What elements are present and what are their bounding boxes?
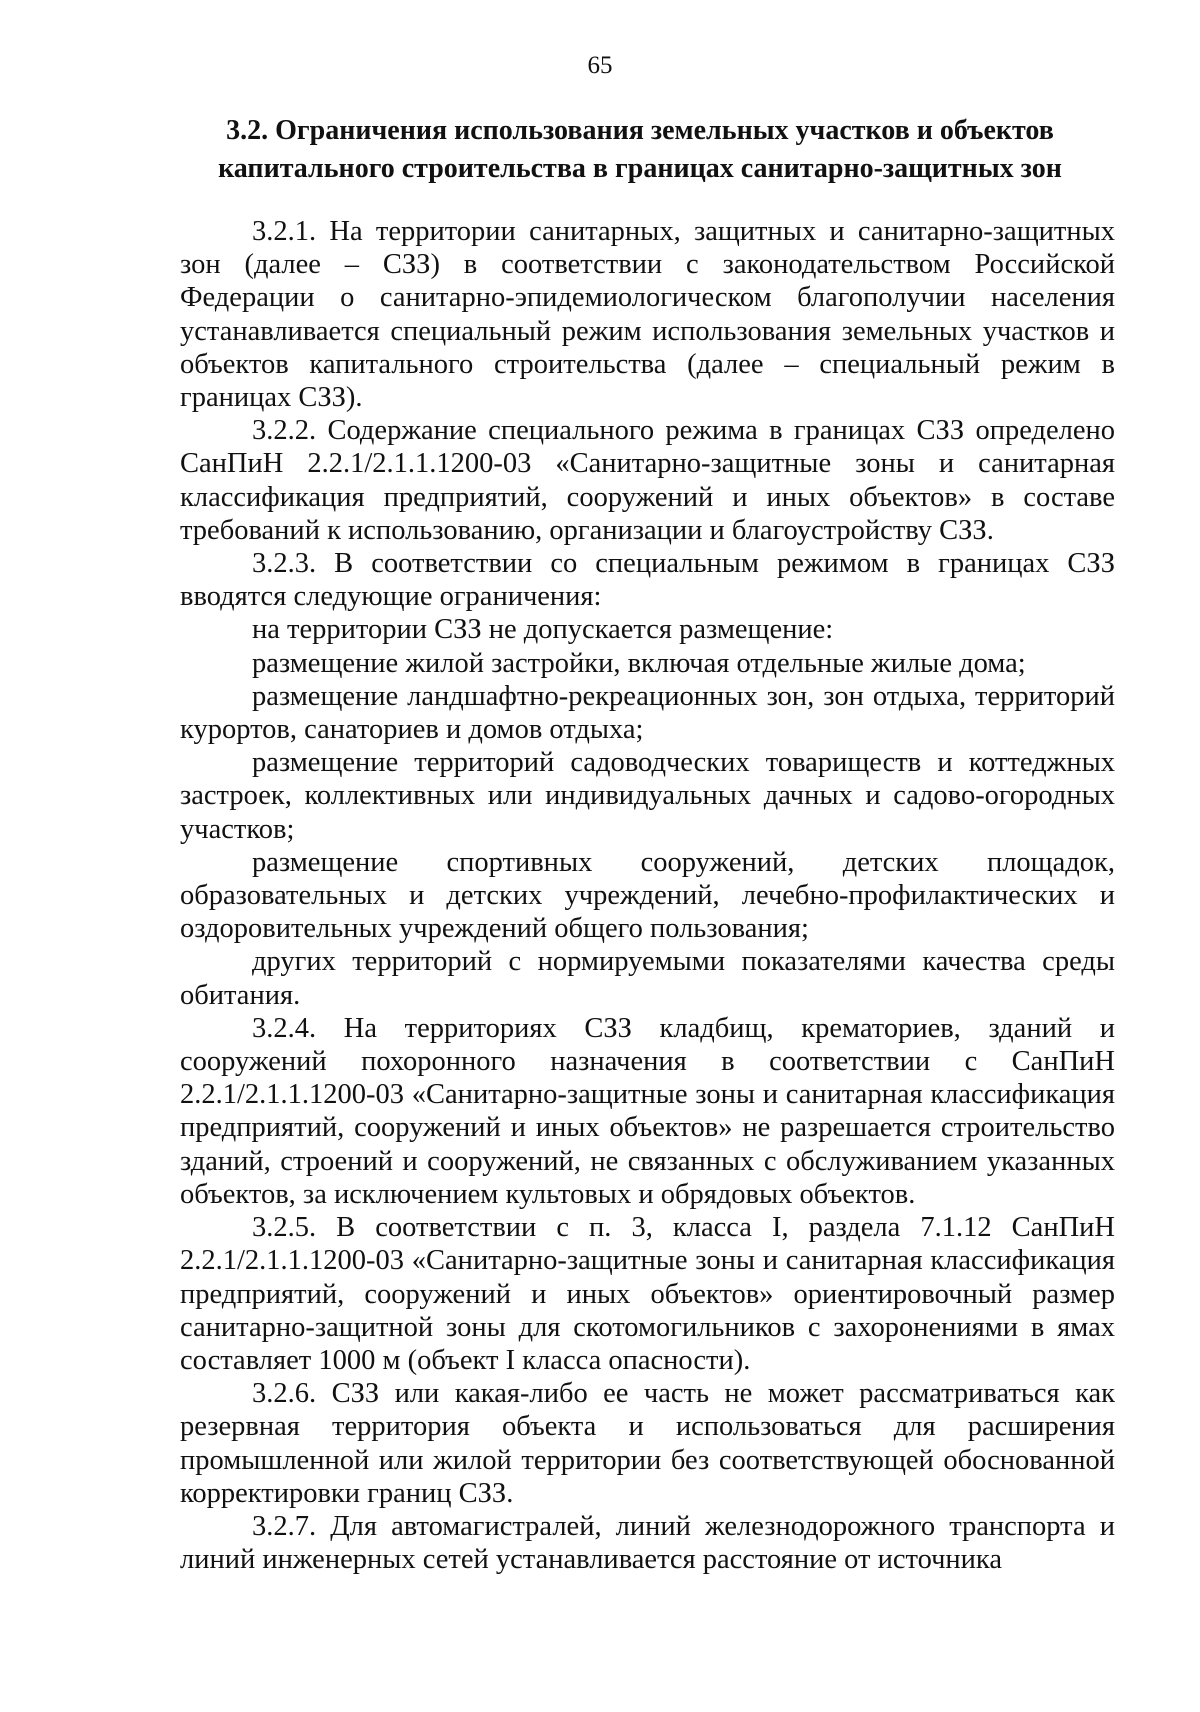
- restriction-item: размещение спортивных сооружений, детских площадок, образовательных и детских учреждений, лечебно-профилактических и оздоровительных учреждений общего пользования;: [180, 846, 1115, 945]
- paragraph-3-2-3: 3.2.3. В соответствии со специальным режимом в границах СЗЗ вводятся следующие ограничения:: [180, 548, 1115, 613]
- section-heading: 3.2. Ограничения использования земельных участков и объектов капитального строительства в границах санитарно-защитных зон: [218, 115, 1062, 184]
- page-number: 65: [587, 52, 613, 79]
- paragraph-3-2-4: 3.2.4. На территориях СЗЗ кладбищ, крематориев, зданий и сооружений похоронного назначения в соответствии с СанПиН 2.2.1/2.1.1.1200-03 «Санитарно-защитные зоны и санитарная классификация предприятий, сооружений и иных объектов» не разрешается строительство зданий, строений и сооружений, не связанных с обслуживанием указанных объектов, за исключением культовых и обрядовых объектов.: [180, 1012, 1115, 1210]
- restriction-item: других территорий с нормируемыми показателями качества среды обитания.: [180, 946, 1115, 1011]
- body-text: [180, 215, 1115, 1576]
- restriction-item: размещение жилой застройки, включая отдельные жилые дома;: [252, 647, 1026, 679]
- paragraph-3-2-2: 3.2.2. Содержание специального режима в границах СЗЗ определено СанПиН 2.2.1/2.1.1.1200-03 «Санитарно-защитные зоны и санитарная классификация предприятий, сооружений и иных объектов» в составе требований к использованию, организации и благоустройству СЗЗ.: [180, 415, 1115, 546]
- restriction-item: размещение территорий садоводческих товариществ и коттеджных застроек, коллективных или индивидуальных дачных и садово-огородных участков;: [180, 747, 1115, 845]
- paragraph-3-2-1: 3.2.1. На территории санитарных, защитных и санитарно-защитных зон (далее – СЗЗ) в соответствии с законодательством Российской Федерации о санитарно-эпидемиологическом благополучии населения устанавливается специальный режим использования земельных участков и объектов капитального строительства (далее – специальный режим в границах СЗЗ).: [180, 216, 1115, 414]
- paragraph-3-2-6: 3.2.6. СЗЗ или какая-либо ее часть не может рассматриваться как резервная территория объекта и использоваться для расширения промышленной или жилой территории без соответствующей обоснованной корректировки границ СЗЗ.: [180, 1378, 1115, 1509]
- paragraph-3-2-7: 3.2.7. Для автомагистралей, линий железнодорожного транспорта и линий инженерных сетей устанавливается расстояние от источника: [180, 1510, 1115, 1576]
- restriction-intro: на территории СЗЗ не допускается размещение:: [252, 614, 834, 646]
- paragraph-3-2-5: 3.2.5. В соответствии с п. 3, класса I, раздела 7.1.12 СанПиН 2.2.1/2.1.1.1200-03 «Санитарно-защитные зоны и санитарная классификация предприятий, сооружений и иных объектов» ориентировочный размер санитарно-защитной зоны для скотомогильников с захоронениями в ямах составляет 1000 м (объект I класса опасности).: [180, 1212, 1115, 1376]
- restriction-item: размещение ландшафтно-рекреационных зон, зон отдыха, территорий курортов, санаториев и домов отдыха;: [180, 680, 1115, 746]
